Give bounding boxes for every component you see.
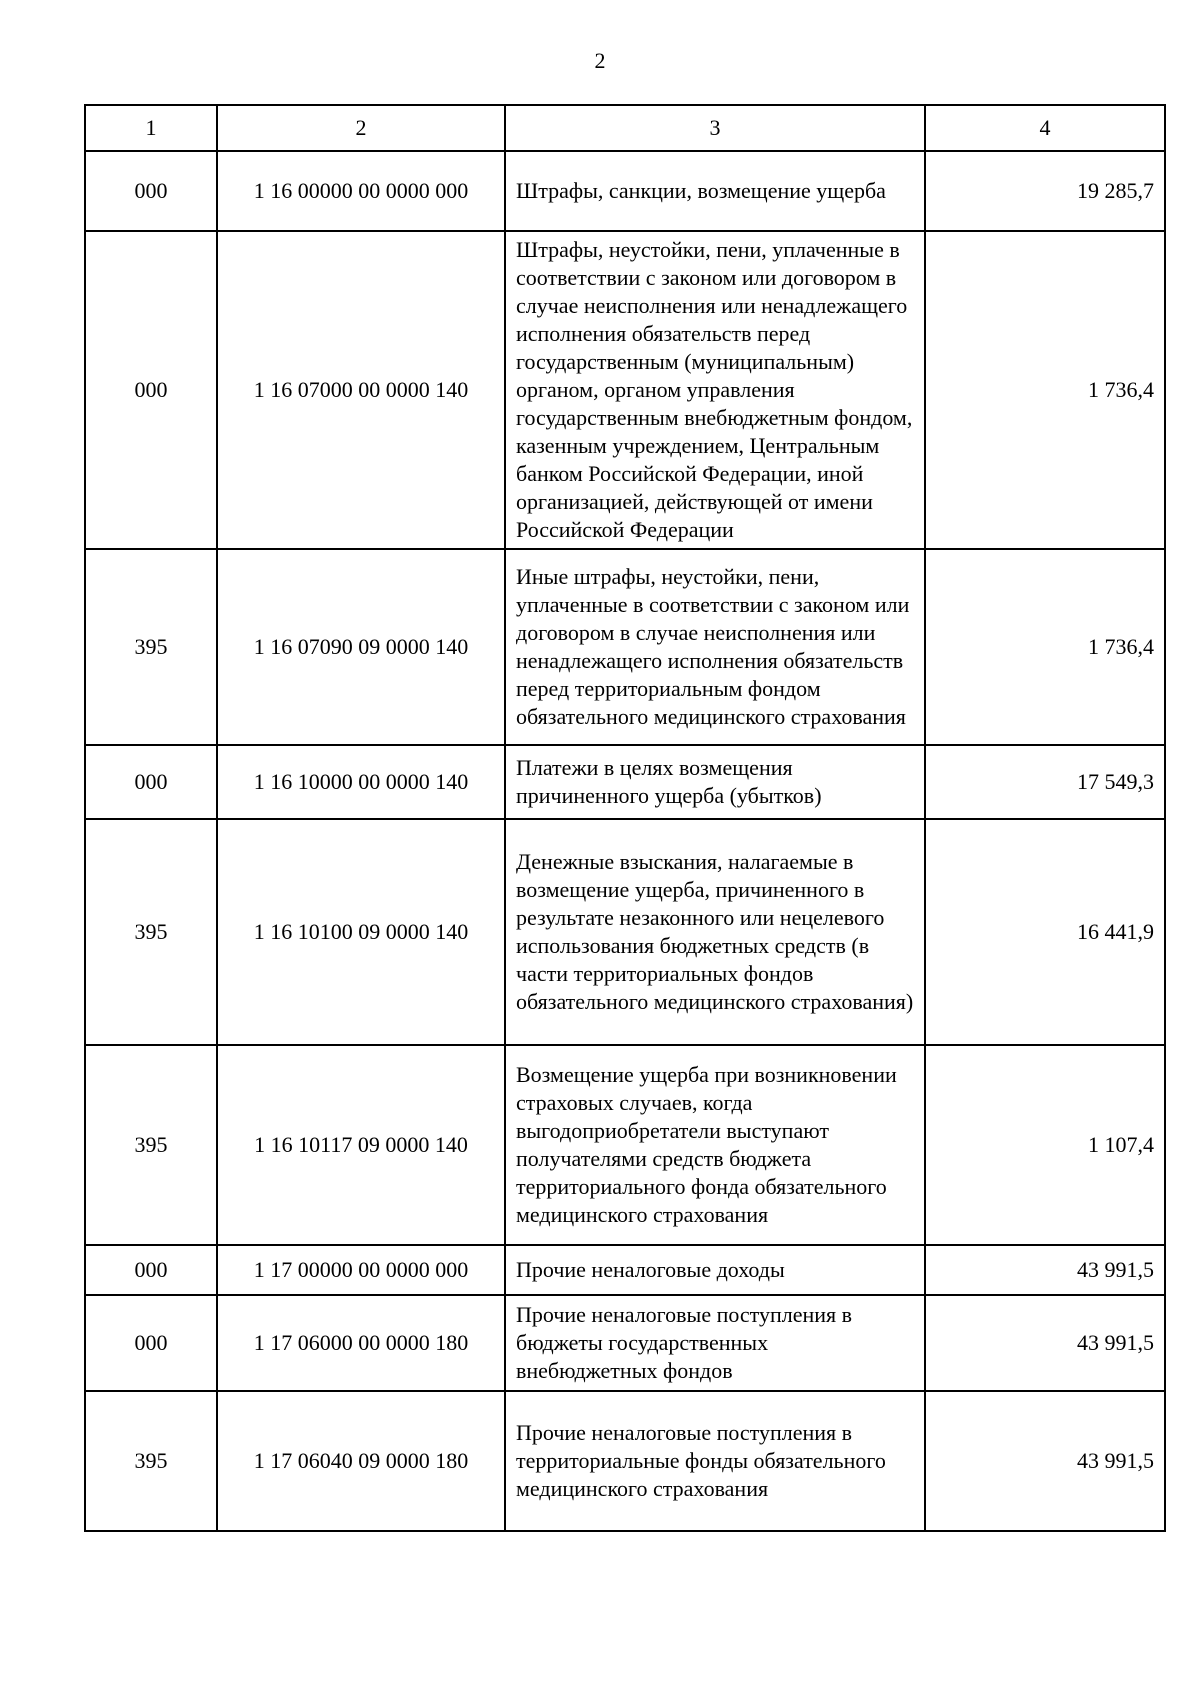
header-col-2: 2 [217, 105, 505, 151]
amount-cell: 43 991,5 [925, 1245, 1165, 1295]
admin-code-cell: 000 [85, 151, 217, 231]
income-name-cell: Штрафы, санкции, возмещение ущерба [505, 151, 925, 231]
table-row [85, 231, 1165, 549]
income-name-cell: Денежные взыскания, налагаемые в возмещение ущерба, причиненного в результате незаконного или нецелевого использования бюджетных средств (в части территориальных фондов обязательного медицинского страхования) [505, 819, 925, 1045]
admin-code-cell: 000 [85, 1295, 217, 1391]
admin-code-cell: 000 [85, 231, 217, 549]
amount-cell: 1 107,4 [925, 1045, 1165, 1245]
admin-code-cell: 000 [85, 1245, 217, 1295]
income-name-cell: Иные штрафы, неустойки, пени, уплаченные в соответствии с законом или договором в случае неисполнения или ненадлежащего исполнения обязательств перед территориальным фондом обязательного медицинского страхования [505, 549, 925, 745]
budget-revenue-table [84, 104, 1166, 1532]
income-name-cell: Прочие неналоговые поступления в бюджеты государственных внебюджетных фондов [505, 1295, 925, 1391]
budget-code-cell: 1 16 10100 09 0000 140 [217, 819, 505, 1045]
budget-code-cell: 1 16 00000 00 0000 000 [217, 151, 505, 231]
budget-code-cell: 1 16 10117 09 0000 140 [217, 1045, 505, 1245]
table-body [85, 151, 1165, 1531]
budget-code-cell: 1 17 06000 00 0000 180 [217, 1295, 505, 1391]
header-col-1: 1 [85, 105, 217, 151]
budget-code-cell: 1 17 06040 09 0000 180 [217, 1391, 505, 1531]
table-row [85, 1391, 1165, 1531]
admin-code-cell: 395 [85, 1391, 217, 1531]
budget-code-cell: 1 16 10000 00 0000 140 [217, 745, 505, 819]
amount-cell: 1 736,4 [925, 549, 1165, 745]
amount-cell: 43 991,5 [925, 1391, 1165, 1531]
amount-cell: 43 991,5 [925, 1295, 1165, 1391]
header-col-4: 4 [925, 105, 1165, 151]
header-col-3: 3 [505, 105, 925, 151]
table-row [85, 1295, 1165, 1391]
table-row [85, 745, 1165, 819]
amount-cell: 19 285,7 [925, 151, 1165, 231]
admin-code-cell: 395 [85, 549, 217, 745]
table-row [85, 549, 1165, 745]
amount-cell: 17 549,3 [925, 745, 1165, 819]
header-row [85, 105, 1165, 151]
admin-code-cell: 395 [85, 819, 217, 1045]
admin-code-cell: 395 [85, 1045, 217, 1245]
table-row [85, 819, 1165, 1045]
admin-code-cell: 000 [85, 745, 217, 819]
budget-code-cell: 1 17 00000 00 0000 000 [217, 1245, 505, 1295]
page-number: 2 [594, 48, 606, 73]
income-name-cell: Прочие неналоговые поступления в территориальные фонды обязательного медицинского страхования [505, 1391, 925, 1531]
table-row [85, 1245, 1165, 1295]
amount-cell: 1 736,4 [925, 231, 1165, 549]
table-row [85, 1045, 1165, 1245]
income-name-cell: Платежи в целях возмещения причиненного ущерба (убытков) [505, 745, 925, 819]
table-row [85, 151, 1165, 231]
amount-cell: 16 441,9 [925, 819, 1165, 1045]
budget-code-cell: 1 16 07090 09 0000 140 [217, 549, 505, 745]
budget-code-cell: 1 16 07000 00 0000 140 [217, 231, 505, 549]
table-header [85, 105, 1165, 151]
income-name-cell: Возмещение ущерба при возникновении страховых случаев, когда выгодоприобретатели выступают получателями средств бюджета территориального фонда обязательного медицинского страхования [505, 1045, 925, 1245]
income-name-cell: Прочие неналоговые доходы [505, 1245, 925, 1295]
income-name-cell: Штрафы, неустойки, пени, уплаченные в соответствии с законом или договором в случае неисполнения или ненадлежащего исполнения обязательств перед государственным (муниципальным) органом, органом управления государственным внебюджетным фондом, казенным учреждением, Центральным банком Российской Федерации, иной организацией, действующей от имени Российской Федерации [505, 231, 925, 549]
